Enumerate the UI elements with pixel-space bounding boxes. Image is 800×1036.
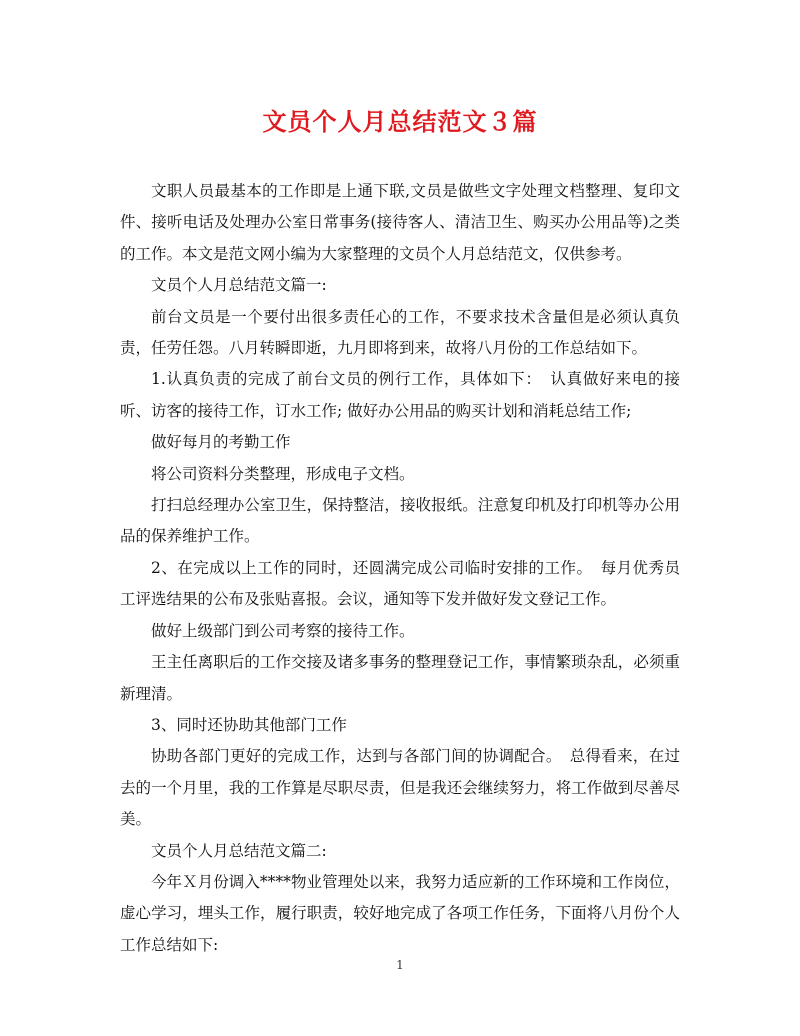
paragraph: 做好上级部门到公司考察的接待工作。: [151, 621, 415, 640]
paragraph: 3、同时还协助其他部门工作: [151, 715, 347, 734]
document-title: 文员个人月总结范文３篇: [262, 107, 538, 136]
section-heading: 文员个人月总结范文篇一:: [151, 276, 327, 295]
paragraph: 文职人员最基本的工作即是上通下联,文员是做些文字处理文档整理、复印文件、接听电话及处理办公室日常事务(接待客人、清洁卫生、购买办公用品等)之类的工作。本文是范文网小编为大家整理的文员个人月总结范文，仅供参考。: [120, 182, 680, 263]
paragraph: 今年Ｘ月份调入****物业管理处以来，我努力适应新的工作环境和工作岗位，虚心学习，埋头工作，履行职责，较好地完成了各项工作任务，下面将八月份个人工作总结如下:: [120, 872, 680, 954]
paragraph: 王主任离职后的工作交接及诸多事务的整理登记工作，事情繁琐杂乱，必须重新理清。: [120, 653, 680, 703]
paragraph: 2、在完成以上工作的同时，还圆满完成公司临时安排的工作。 每月优秀员工评选结果的公布及张贴喜报。会议，通知等下发并做好发文登记工作。: [120, 558, 680, 609]
paragraph: 做好每月的考勤工作: [151, 433, 291, 452]
page-number: 1: [396, 958, 404, 972]
paragraph: 协助各部门更好的完成工作，达到与各部门间的协调配合。 总得看来，在过去的一个月里，我的工作算是尽职尽责，但是我还会继续努力，将工作做到尽善尽美。: [120, 747, 680, 829]
paragraph: 打扫总经理办公室卫生，保持整洁，接收报纸。注意复印机及打印机等办公用品的保养维护工作。: [120, 496, 680, 546]
section-heading: 文员个人月总结范文篇二:: [151, 841, 327, 860]
paragraph: 前台文员是一个要付出很多责任心的工作，不要求技术含量但是必须认真负责，任劳任怨。八月转瞬即逝，九月即将到来，故将八月份的工作总结如下。: [120, 307, 680, 358]
paragraph: 将公司资料分类整理，形成电子文档。: [151, 464, 415, 483]
paragraph: 1.认真负责的完成了前台文员的例行工作，具体如下： 认真做好来电的接听、访客的接待工作，订水工作; 做好办公用品的购买计划和消耗总结工作;: [120, 370, 680, 420]
document-body: [120, 176, 680, 961]
